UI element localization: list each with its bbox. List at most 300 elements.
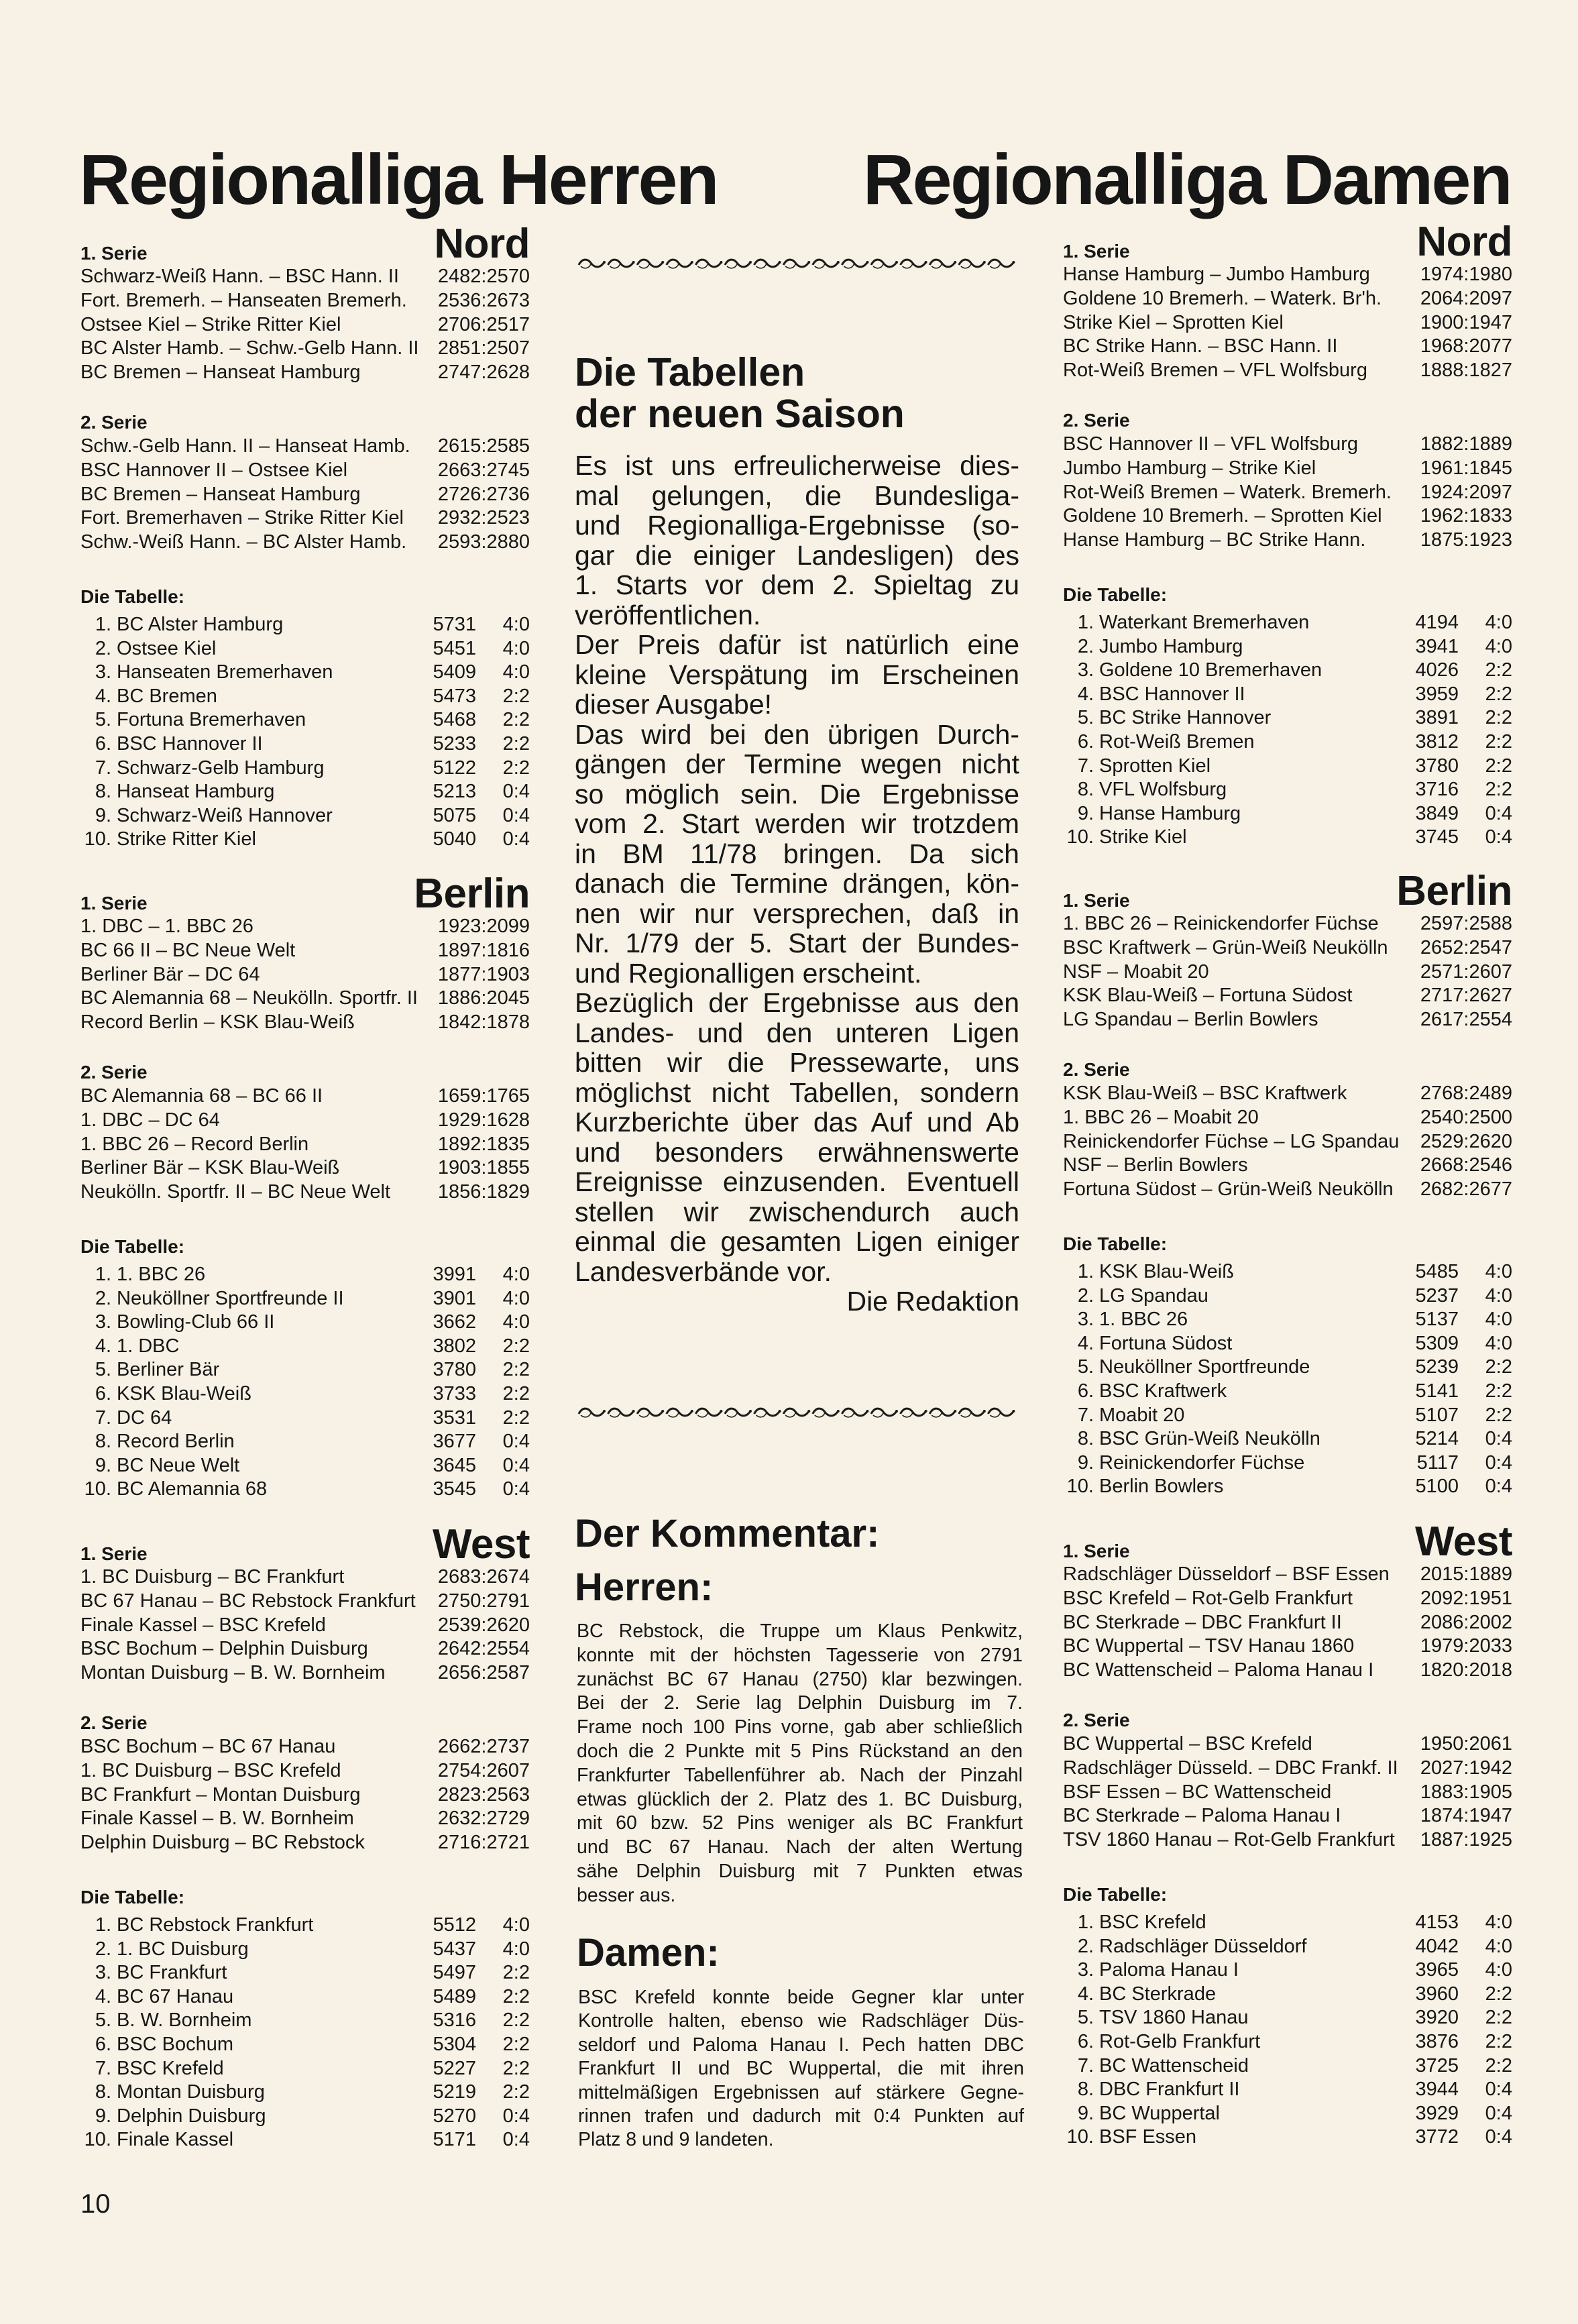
points: 4:0	[502, 613, 530, 635]
team-name: Delphin Duisburg	[117, 2105, 266, 2127]
pins: 5409	[433, 661, 476, 683]
match-score: 1892:1835	[437, 1133, 530, 1155]
match-row	[80, 1180, 530, 1205]
region-name: Berlin	[1396, 868, 1512, 914]
pins: 5040	[433, 828, 476, 850]
intro-text-line: Landes- und den unteren Ligen	[575, 1017, 1019, 1048]
points: 2:2	[502, 709, 530, 731]
match-score: 1888:1827	[1420, 359, 1512, 382]
rank: 6.	[1077, 730, 1094, 753]
intro-text-line: Kurzberichte über das Auf und Ab	[575, 1107, 1019, 1138]
match-row	[80, 1637, 530, 1661]
points: 0:4	[1485, 2079, 1512, 2101]
pins: 5731	[433, 613, 476, 635]
scroll-ornament-icon	[577, 255, 1016, 272]
rank: 9.	[95, 2105, 111, 2127]
match-score: 1875:1923	[1420, 529, 1512, 551]
rank: 5.	[1077, 1356, 1094, 1378]
pins: 3991	[433, 1263, 476, 1285]
match-score: 2656:2587	[437, 1662, 530, 1684]
pins: 3772	[1415, 2126, 1459, 2148]
match-row	[80, 915, 530, 939]
match-teams: Hanse Hamburg – BC Strike Hann.	[1063, 529, 1366, 551]
match-score: 2754:2607	[437, 1759, 530, 1781]
pins: 3812	[1415, 730, 1459, 753]
rank: 5.	[95, 1359, 111, 1381]
points: 2:2	[502, 757, 530, 779]
region-section-berlin	[80, 871, 530, 1502]
match-score: 1856:1829	[437, 1181, 530, 1203]
match-row	[80, 265, 530, 289]
match-row	[80, 1831, 530, 1855]
table-row	[1063, 659, 1512, 683]
table-row	[80, 708, 530, 732]
match-teams: Berliner Bär – DC 64	[80, 963, 260, 985]
table-row	[1063, 755, 1512, 779]
rank: 8.	[1077, 779, 1094, 801]
match-row	[80, 1011, 530, 1035]
points: 4:0	[502, 1938, 530, 1960]
rank: 4.	[95, 685, 111, 707]
points: 2:2	[502, 2009, 530, 2032]
points: 2:2	[502, 2081, 530, 2103]
pins: 3959	[1415, 683, 1459, 705]
match-teams: Jumbo Hamburg – Strike Kiel	[1063, 457, 1316, 479]
points: 2:2	[1485, 2007, 1512, 2029]
pins: 3901	[433, 1287, 476, 1309]
match-score: 2717:2627	[1420, 985, 1512, 1007]
pins: 5141	[1415, 1380, 1459, 1402]
table-label: Die Tabelle:	[1063, 1883, 1168, 1905]
commentary-text-line: Frankfurt II und BC Wuppertal, die mit ihren	[578, 2058, 1024, 2080]
intro-text-line: Bezüglich der Ergebnisse aus den	[575, 987, 1019, 1018]
team-name: TSV 1860 Hanau	[1099, 2007, 1249, 2029]
match-teams: Reinickendorfer Füchse – LG Spandau	[1063, 1130, 1400, 1152]
section-header	[80, 221, 530, 267]
intro-text-line: bitten wir die Pressewarte, uns	[575, 1047, 1019, 1078]
team-name: Goldene 10 Bremerhaven	[1099, 659, 1322, 681]
team-name: Neuköllner Sportfreunde	[1099, 1356, 1310, 1378]
team-name: Berlin Bowlers	[1099, 1476, 1224, 1498]
match-row	[80, 963, 530, 987]
team-name: Bowling-Club 66 II	[117, 1311, 275, 1333]
rank: 6.	[95, 732, 111, 755]
rank: 5.	[1077, 707, 1094, 729]
kommentar-title: Der Kommentar:	[575, 1512, 880, 1555]
points: 2:2	[1485, 1356, 1512, 1378]
standings-table	[80, 1263, 530, 1502]
table-row	[1063, 2054, 1512, 2079]
match-score: 1968:2077	[1420, 335, 1512, 357]
team-name: Sprotten Kiel	[1099, 755, 1211, 777]
team-name: BC Strike Hannover	[1099, 707, 1272, 729]
match-score: 1929:1628	[437, 1109, 530, 1131]
table-row	[1063, 2125, 1512, 2150]
commentary-text-line: sähe Delphin Duisburg mit 7 Punkten etwas	[577, 1860, 1023, 1882]
match-score: 2086:2002	[1420, 1611, 1512, 1633]
match-teams: BC Sterkrade – DBC Frankfurt II	[1063, 1611, 1342, 1633]
serie-1-label: 1. Serie	[1063, 241, 1130, 262]
intro-text-line: danach die Termine drängen, kön-	[575, 868, 1019, 899]
match-score: 2668:2546	[1420, 1154, 1512, 1176]
match-row	[1063, 984, 1512, 1008]
pins: 4153	[1415, 1911, 1459, 1933]
match-teams: TSV 1860 Hanau – Rot-Gelb Frankfurt	[1063, 1829, 1395, 1851]
serie-1-label: 1. Serie	[1063, 1541, 1130, 1561]
standings-table	[1063, 611, 1512, 850]
table-row	[80, 804, 530, 828]
match-score: 2851:2507	[437, 337, 530, 359]
intro-text-line: Nr. 1/79 der 5. Start der Bundes-	[575, 928, 1019, 958]
match-score: 2652:2547	[1420, 936, 1512, 958]
rank: 8.	[1077, 2079, 1094, 2101]
intro-text-line: gängen der Termine wegen nicht	[575, 749, 1019, 779]
match-score: 2716:2721	[437, 1832, 530, 1854]
match-score: 2092:1951	[1420, 1587, 1512, 1609]
table-row	[1063, 1355, 1512, 1380]
table-label: Die Tabelle:	[1063, 1233, 1168, 1254]
match-row	[80, 1109, 530, 1133]
match-teams: Rot-Weiß Bremen – VFL Wolfsburg	[1063, 359, 1367, 382]
points: 0:4	[1485, 1451, 1512, 1474]
table-row	[80, 613, 530, 637]
standings-table	[80, 613, 530, 852]
pins: 5237	[1415, 1284, 1459, 1307]
team-name: B. W. Bornheim	[117, 2009, 252, 2032]
table-row	[1063, 611, 1512, 635]
team-name: Rot-Gelb Frankfurt	[1099, 2030, 1261, 2052]
table-row	[1063, 2006, 1512, 2030]
pins: 5214	[1415, 1428, 1459, 1450]
team-name: Finale Kassel	[117, 2129, 234, 2151]
rank: 2.	[1077, 1935, 1094, 1957]
rank: 2.	[95, 637, 111, 659]
commentary-text-line: rinnen trafen und dadurch mit 0:4 Punkten auf	[578, 2105, 1024, 2127]
serie-2-label: 2. Serie	[1063, 409, 1130, 431]
rank: 8.	[1077, 1428, 1094, 1450]
rank: 9.	[95, 804, 111, 826]
match-row	[80, 483, 530, 507]
match-teams: NSF – Moabit 20	[1063, 960, 1209, 983]
team-name: BSC Hannover II	[1099, 683, 1245, 705]
match-row	[80, 1590, 530, 1614]
intro-text-line: möglichst nicht Tabellen, sondern	[575, 1076, 1019, 1108]
team-name: BC Sterkrade	[1099, 1983, 1217, 2005]
rank: 1.	[95, 1914, 111, 1936]
rank: 1.	[1077, 1911, 1094, 1933]
points: 2:2	[1485, 730, 1512, 753]
match-teams: NSF – Berlin Bowlers	[1063, 1154, 1248, 1176]
table-label: Die Tabelle:	[80, 1886, 185, 1907]
match-row	[1063, 1587, 1512, 1611]
match-teams: Fortuna Südost – Grün-Weiß Neukölln	[1063, 1178, 1394, 1201]
match-teams: Goldene 10 Bremerh. – Sprotten Kiel	[1063, 505, 1382, 527]
points: 4:0	[1485, 1284, 1512, 1307]
commentary-text-line: BSC Krefeld konnte beide Gegner klar unter	[578, 1987, 1024, 2008]
points: 0:4	[1485, 826, 1512, 848]
match-teams: 1. BBC 26 – Moabit 20	[1063, 1106, 1259, 1128]
pins: 5239	[1415, 1356, 1459, 1378]
rank: 1.	[1077, 611, 1094, 633]
match-row	[80, 337, 530, 361]
team-name: Strike Ritter Kiel	[117, 828, 256, 850]
match-score: 1979:2033	[1420, 1635, 1512, 1657]
match-row	[80, 939, 530, 963]
serie-1-label: 1. Serie	[1063, 890, 1130, 911]
article-title-line: der neuen Saison	[575, 392, 905, 436]
team-name: KSK Blau-Weiß	[117, 1382, 251, 1404]
match-teams: BC Frankfurt – Montan Duisburg	[80, 1783, 361, 1806]
points: 2:2	[502, 1985, 530, 2007]
pins: 5304	[433, 2033, 476, 2055]
match-row	[1063, 1563, 1512, 1587]
match-teams: Neukölln. Sportfr. II – BC Neue Welt	[80, 1181, 391, 1203]
region-name: Nord	[1416, 219, 1512, 265]
commentary-text-line: und BC 67 Hanau. Nach der alten Wertung	[577, 1836, 1023, 1859]
rank: 5.	[95, 709, 111, 731]
points: 2:2	[502, 2033, 530, 2055]
match-row	[1063, 481, 1512, 505]
intro-text-line: vom 2. Start werden wir trotzdem	[575, 808, 1019, 839]
match-row	[1063, 960, 1512, 985]
match-score: 2642:2554	[437, 1638, 530, 1660]
table-row	[1063, 1451, 1512, 1476]
rank: 6.	[95, 1382, 111, 1404]
pins: 3725	[1415, 2054, 1459, 2077]
match-teams: Delphin Duisburg – BC Rebstock	[80, 1832, 365, 1854]
rank: 3.	[95, 661, 111, 683]
match-row	[80, 1614, 530, 1638]
standings-table	[1063, 1260, 1512, 1499]
match-teams: Rot-Weiß Bremen – Waterk. Bremerh.	[1063, 481, 1392, 503]
table-row	[80, 1287, 530, 1311]
match-score: 1923:2099	[437, 916, 530, 937]
table-label: Die Tabelle:	[80, 586, 185, 607]
points: 0:4	[1485, 2102, 1512, 2124]
points: 2:2	[1485, 1404, 1512, 1426]
match-teams: LG Spandau – Berlin Bowlers	[1063, 1009, 1318, 1031]
match-score: 2768:2489	[1420, 1082, 1512, 1104]
match-teams: 1. DBC – 1. BBC 26	[80, 916, 253, 937]
match-score: 2750:2791	[437, 1590, 530, 1612]
match-score: 2632:2729	[437, 1808, 530, 1830]
match-teams: Radschläger Düsseld. – DBC Frankf. II	[1063, 1757, 1398, 1779]
table-row	[1063, 1475, 1512, 1499]
match-score: 2683:2674	[437, 1566, 530, 1588]
team-name: Radschläger Düsseldorf	[1099, 1935, 1307, 1957]
match-row	[80, 361, 530, 385]
pins: 3677	[433, 1431, 476, 1453]
intro-article	[575, 451, 1019, 1317]
serie-1-label: 1. Serie	[80, 243, 148, 264]
pins: 5100	[1415, 1476, 1459, 1498]
match-score: 1900:1947	[1420, 311, 1512, 333]
match-teams: BC Bremen – Hanseat Hamburg	[80, 483, 361, 505]
table-row	[1063, 1958, 1512, 1983]
commentary-text-line: mit 60 bzw. 52 Pins weniger als BC Frankfurt	[577, 1812, 1023, 1834]
table-row	[1063, 1935, 1512, 1959]
table-row	[1063, 706, 1512, 730]
match-row	[80, 1783, 530, 1808]
rank: 10.	[1066, 2126, 1094, 2148]
pins: 5219	[433, 2081, 476, 2103]
match-teams: Fort. Bremerhaven – Strike Ritter Kiel	[80, 507, 404, 529]
intro-text-line: und Regionalliga-Ergebnisse (so-	[575, 510, 1019, 541]
points: 0:4	[1485, 1428, 1512, 1450]
table-row	[80, 1938, 530, 1962]
team-name: BC Alster Hamburg	[117, 613, 284, 635]
match-row	[1063, 335, 1512, 359]
match-teams: Schw.-Weiß Hann. – BC Alster Hamb.	[80, 531, 407, 553]
rank: 5.	[95, 2009, 111, 2032]
table-row	[1063, 802, 1512, 826]
team-name: Reinickendorfer Füchse	[1099, 1451, 1305, 1474]
commentary-text-line: Frame noch 100 Pins vorne, gab aber schließlich	[577, 1716, 1023, 1738]
match-teams: Finale Kassel – BSC Krefeld	[80, 1614, 326, 1636]
scroll-ornament-icon	[577, 1404, 1016, 1421]
match-teams: BC Alemannia 68 – Neukölln. Sportfr. II	[80, 987, 418, 1009]
table-row	[1063, 826, 1512, 850]
section-header	[1063, 219, 1512, 265]
title-regionalliga-herren: Regionalliga Herren	[79, 140, 718, 219]
match-row	[80, 987, 530, 1011]
match-score: 1961:1845	[1420, 457, 1512, 479]
team-name: Neuköllner Sportfreunde II	[117, 1287, 344, 1309]
rank: 8.	[95, 1431, 111, 1453]
points: 2:2	[502, 1382, 530, 1404]
match-teams: BSC Krefeld – Rot-Gelb Frankfurt	[1063, 1587, 1353, 1609]
match-teams: BC Bremen – Hanseat Hamburg	[80, 362, 361, 384]
intro-text-line: stellen wir zwischendurch auch	[575, 1196, 1019, 1227]
pins: 3745	[1415, 826, 1459, 848]
match-row	[1063, 1154, 1512, 1178]
rank: 1.	[95, 1263, 111, 1285]
match-row	[80, 1759, 530, 1783]
match-row	[1063, 433, 1512, 457]
match-score: 2015:1889	[1420, 1563, 1512, 1585]
pins: 5497	[433, 1962, 476, 1984]
table-row	[80, 828, 530, 852]
team-name: Hanse Hamburg	[1099, 802, 1241, 824]
match-teams: BC 67 Hanau – BC Rebstock Frankfurt	[80, 1590, 416, 1612]
match-score: 1842:1878	[437, 1011, 530, 1034]
team-name: 1. DBC	[117, 1335, 180, 1357]
match-score: 2932:2523	[437, 507, 530, 529]
rank: 5.	[1077, 2007, 1094, 2029]
points: 4:0	[502, 1263, 530, 1285]
intro-text-line: Der Preis dafür ist natürlich eine	[575, 629, 1019, 660]
rank: 7.	[1077, 2054, 1094, 2077]
match-score: 1887:1925	[1420, 1829, 1512, 1851]
match-teams: BC Wuppertal – TSV Hanau 1860	[1063, 1635, 1355, 1657]
match-teams: BSC Bochum – BC 67 Hanau	[80, 1735, 336, 1757]
pins: 5137	[1415, 1309, 1459, 1331]
pins: 3545	[433, 1478, 476, 1500]
rank: 9.	[1077, 802, 1094, 824]
match-teams: BSF Essen – BC Wattenscheid	[1063, 1781, 1332, 1803]
commentary-text-line: Kontrolle halten, ebenso wie Radschläger Düs-	[578, 2010, 1024, 2032]
points: 4:0	[1485, 1260, 1512, 1282]
match-score: 2540:2500	[1420, 1106, 1512, 1128]
table-row	[1063, 730, 1512, 755]
points: 0:4	[502, 1454, 530, 1476]
intro-text-line: in BM 11/78 bringen. Da sich	[575, 838, 1019, 869]
rank: 10.	[84, 828, 111, 850]
table-row	[1063, 1427, 1512, 1451]
points: 2:2	[502, 732, 530, 755]
points: 0:4	[502, 2105, 530, 2127]
match-teams: Ostsee Kiel – Strike Ritter Kiel	[80, 313, 341, 335]
intro-text-line: kleine Verspätung im Erscheinen	[575, 659, 1019, 690]
table-row	[80, 2009, 530, 2033]
table-row	[80, 2033, 530, 2057]
commentary-text-line: seldorf und Paloma Hanau I. Pech hatten DBC	[578, 2034, 1024, 2056]
commentary-text-line: konnte mit der höchsten Tagesserie von 2791	[577, 1644, 1023, 1666]
pins: 3876	[1415, 2030, 1459, 2052]
table-row	[1063, 2102, 1512, 2126]
match-teams: BSC Hannover II – Ostsee Kiel	[80, 459, 348, 481]
points: 4:0	[502, 637, 530, 659]
match-row	[1063, 1082, 1512, 1106]
team-name: Schwarz-Gelb Hamburg	[117, 757, 325, 779]
region-name: Berlin	[414, 871, 530, 917]
points: 2:2	[502, 1962, 530, 1984]
team-name: DBC Frankfurt II	[1099, 2079, 1240, 2101]
team-name: Fortuna Bremerhaven	[117, 709, 306, 731]
section-header	[1063, 868, 1512, 914]
table-row	[1063, 1983, 1512, 2007]
points: 4:0	[502, 1311, 530, 1333]
match-teams: Strike Kiel – Sprotten Kiel	[1063, 311, 1284, 333]
team-name: BC Frankfurt	[117, 1962, 227, 1984]
team-name: BSC Krefeld	[117, 2057, 224, 2079]
pins: 5075	[433, 804, 476, 826]
points: 2:2	[1485, 683, 1512, 705]
match-score: 2662:2737	[437, 1735, 530, 1757]
points: 2:2	[502, 1359, 530, 1381]
points: 2:2	[502, 2057, 530, 2079]
section-header	[1063, 1518, 1512, 1565]
pins: 5270	[433, 2105, 476, 2127]
match-score: 1974:1980	[1420, 264, 1512, 285]
pins: 3802	[433, 1335, 476, 1357]
rank: 3.	[1077, 1309, 1094, 1331]
rank: 2.	[95, 1287, 111, 1309]
herren-commentary	[577, 1620, 1023, 1908]
intro-text-line: dieser Ausgabe!	[575, 689, 773, 720]
pins: 3944	[1415, 2079, 1459, 2101]
table-row	[1063, 1380, 1512, 1404]
table-row	[1063, 2078, 1512, 2102]
match-teams: BC 66 II – BC Neue Welt	[80, 939, 296, 961]
region-name: West	[1414, 1518, 1512, 1565]
points: 4:0	[1485, 1959, 1512, 1981]
pins: 5512	[433, 1914, 476, 1936]
pins: 3531	[433, 1406, 476, 1429]
match-score: 1897:1816	[437, 939, 530, 961]
pins: 4194	[1415, 611, 1459, 633]
intro-text-line: Ereignisse einzusenden. Eventuell	[575, 1166, 1019, 1197]
rank: 7.	[95, 757, 111, 779]
points: 4:0	[1485, 611, 1512, 633]
match-score: 1962:1833	[1420, 505, 1512, 527]
rank: 3.	[1077, 1959, 1094, 1981]
table-row	[80, 1335, 530, 1359]
team-name: Schwarz-Weiß Hannover	[117, 804, 333, 826]
commentary-text-line: etwas glücklich der 2. Platz des 1. BC Duisburg,	[577, 1788, 1023, 1810]
team-name: Rot-Weiß Bremen	[1099, 730, 1255, 753]
pins: 3716	[1415, 779, 1459, 801]
